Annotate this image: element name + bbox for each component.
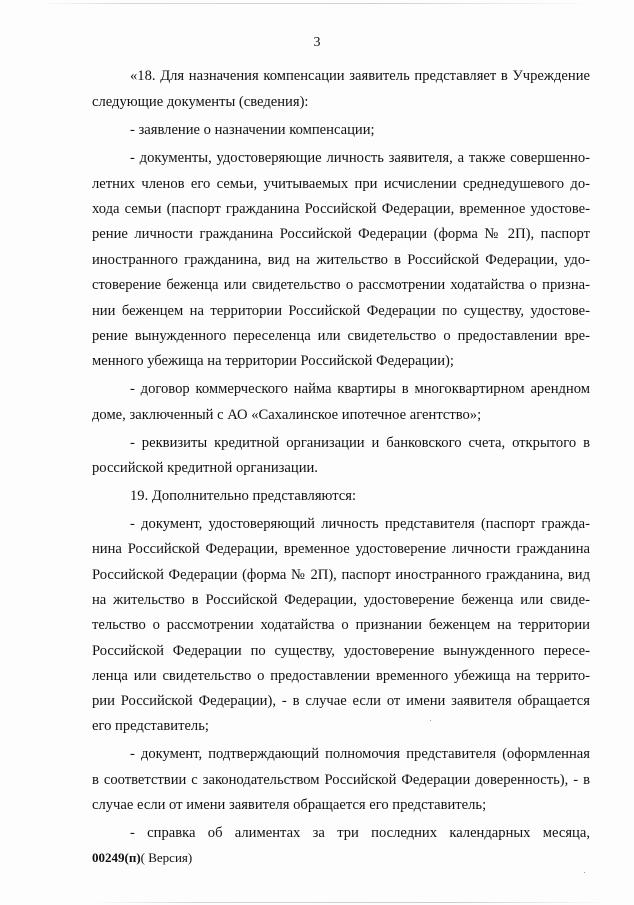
paragraph-line: иностранного гражданина, вид на жительство в Российской Федерации, удо- <box>92 252 590 268</box>
paragraph-line: доме, заключенный с АО «Сахалинское ипотечное агентство»; <box>92 407 482 423</box>
paragraph-line: в соответствии с законодательством Российской Федерации доверенность), - в <box>92 772 590 788</box>
paragraph-line: Российской Федерации по существу, удостоверение вынужденного пересе- <box>92 643 590 659</box>
paragraph-line: рии Российской Федерации), - в случае если от имени заявителя обращается <box>92 693 590 709</box>
paragraph-line: - договор коммерческого найма квартиры в многоквартирном арендном <box>130 381 590 397</box>
scan-edge-top <box>40 3 600 4</box>
paragraph-line: рение личности гражданина Российской Федерации (форма № 2П), паспорт <box>92 226 590 242</box>
paragraph-line: хода семьи (паспорт гражданина Российской Федерации, временное удостове- <box>92 201 590 217</box>
paragraph-line: «18. Для назначения компенсации заявитель представляет в Учреждение <box>130 68 590 84</box>
paragraph-line: - заявление о назначении компенсации; <box>130 122 375 138</box>
paragraph-line: летних членов его семьи, учитываемых при исчислении среднедушевого до- <box>92 176 590 192</box>
paragraph-line: его представитель; <box>92 718 209 734</box>
paragraph-line: случае если от имени заявителя обращается его представитель; <box>92 797 487 813</box>
paragraph-line: ленца или свидетельство о предоставлении временного убежища на террито- <box>92 668 590 684</box>
footer-version: ( Версия) <box>140 850 193 865</box>
paragraph-line: следующие документы (сведения): <box>92 94 309 110</box>
paragraph-line: - документ, подтверждающий полномочия представителя (оформленная <box>130 746 590 762</box>
paragraph-line: менного убежища на территории Российской Федерации); <box>92 353 454 369</box>
paragraph-line: - реквизиты кредитной организации и банковского счета, открытого в <box>130 435 590 451</box>
paragraph-line: нии беженцем на территории Российской Федерации по существу, удостове- <box>92 303 590 319</box>
paragraph-line: Российской Федерации (форма № 2П), паспорт иностранного гражданина, вид <box>92 567 590 583</box>
document-footer <box>92 849 192 867</box>
paragraph-line: рение вынужденного переселенца или свидетельство о предоставлении вре- <box>92 328 590 344</box>
scan-speck <box>430 720 431 721</box>
scan-edge-bottom <box>90 902 610 903</box>
paragraph-line: на жительство в Российской Федерации, удостоверение беженца или свиде- <box>92 592 590 608</box>
paragraph-line: российской кредитной организации. <box>92 460 318 476</box>
footer-code: 00249(п) <box>92 850 141 865</box>
paragraph-line: стоверение беженца или свидетельство о рассмотрении ходатайства о призна- <box>92 277 590 293</box>
scan-speck <box>584 872 585 873</box>
paragraph-line: тельство о рассмотрении ходатайства о признании беженцем на территории <box>92 617 590 633</box>
page-number: 3 <box>313 35 321 50</box>
paragraph-line: - документ, удостоверяющий личность представителя (паспорт гражда- <box>130 516 590 532</box>
paragraph-line: - справка об алиментах за три последних календарных месяца, <box>130 825 590 841</box>
paragraph-line: нина Российской Федерации, временное удостоверение личности гражданина <box>92 541 590 557</box>
paragraph-line: - документы, удостоверяющие личность заявителя, а также совершенно- <box>130 150 590 166</box>
paragraph-line: 19. Дополнительно представляются: <box>130 488 357 504</box>
